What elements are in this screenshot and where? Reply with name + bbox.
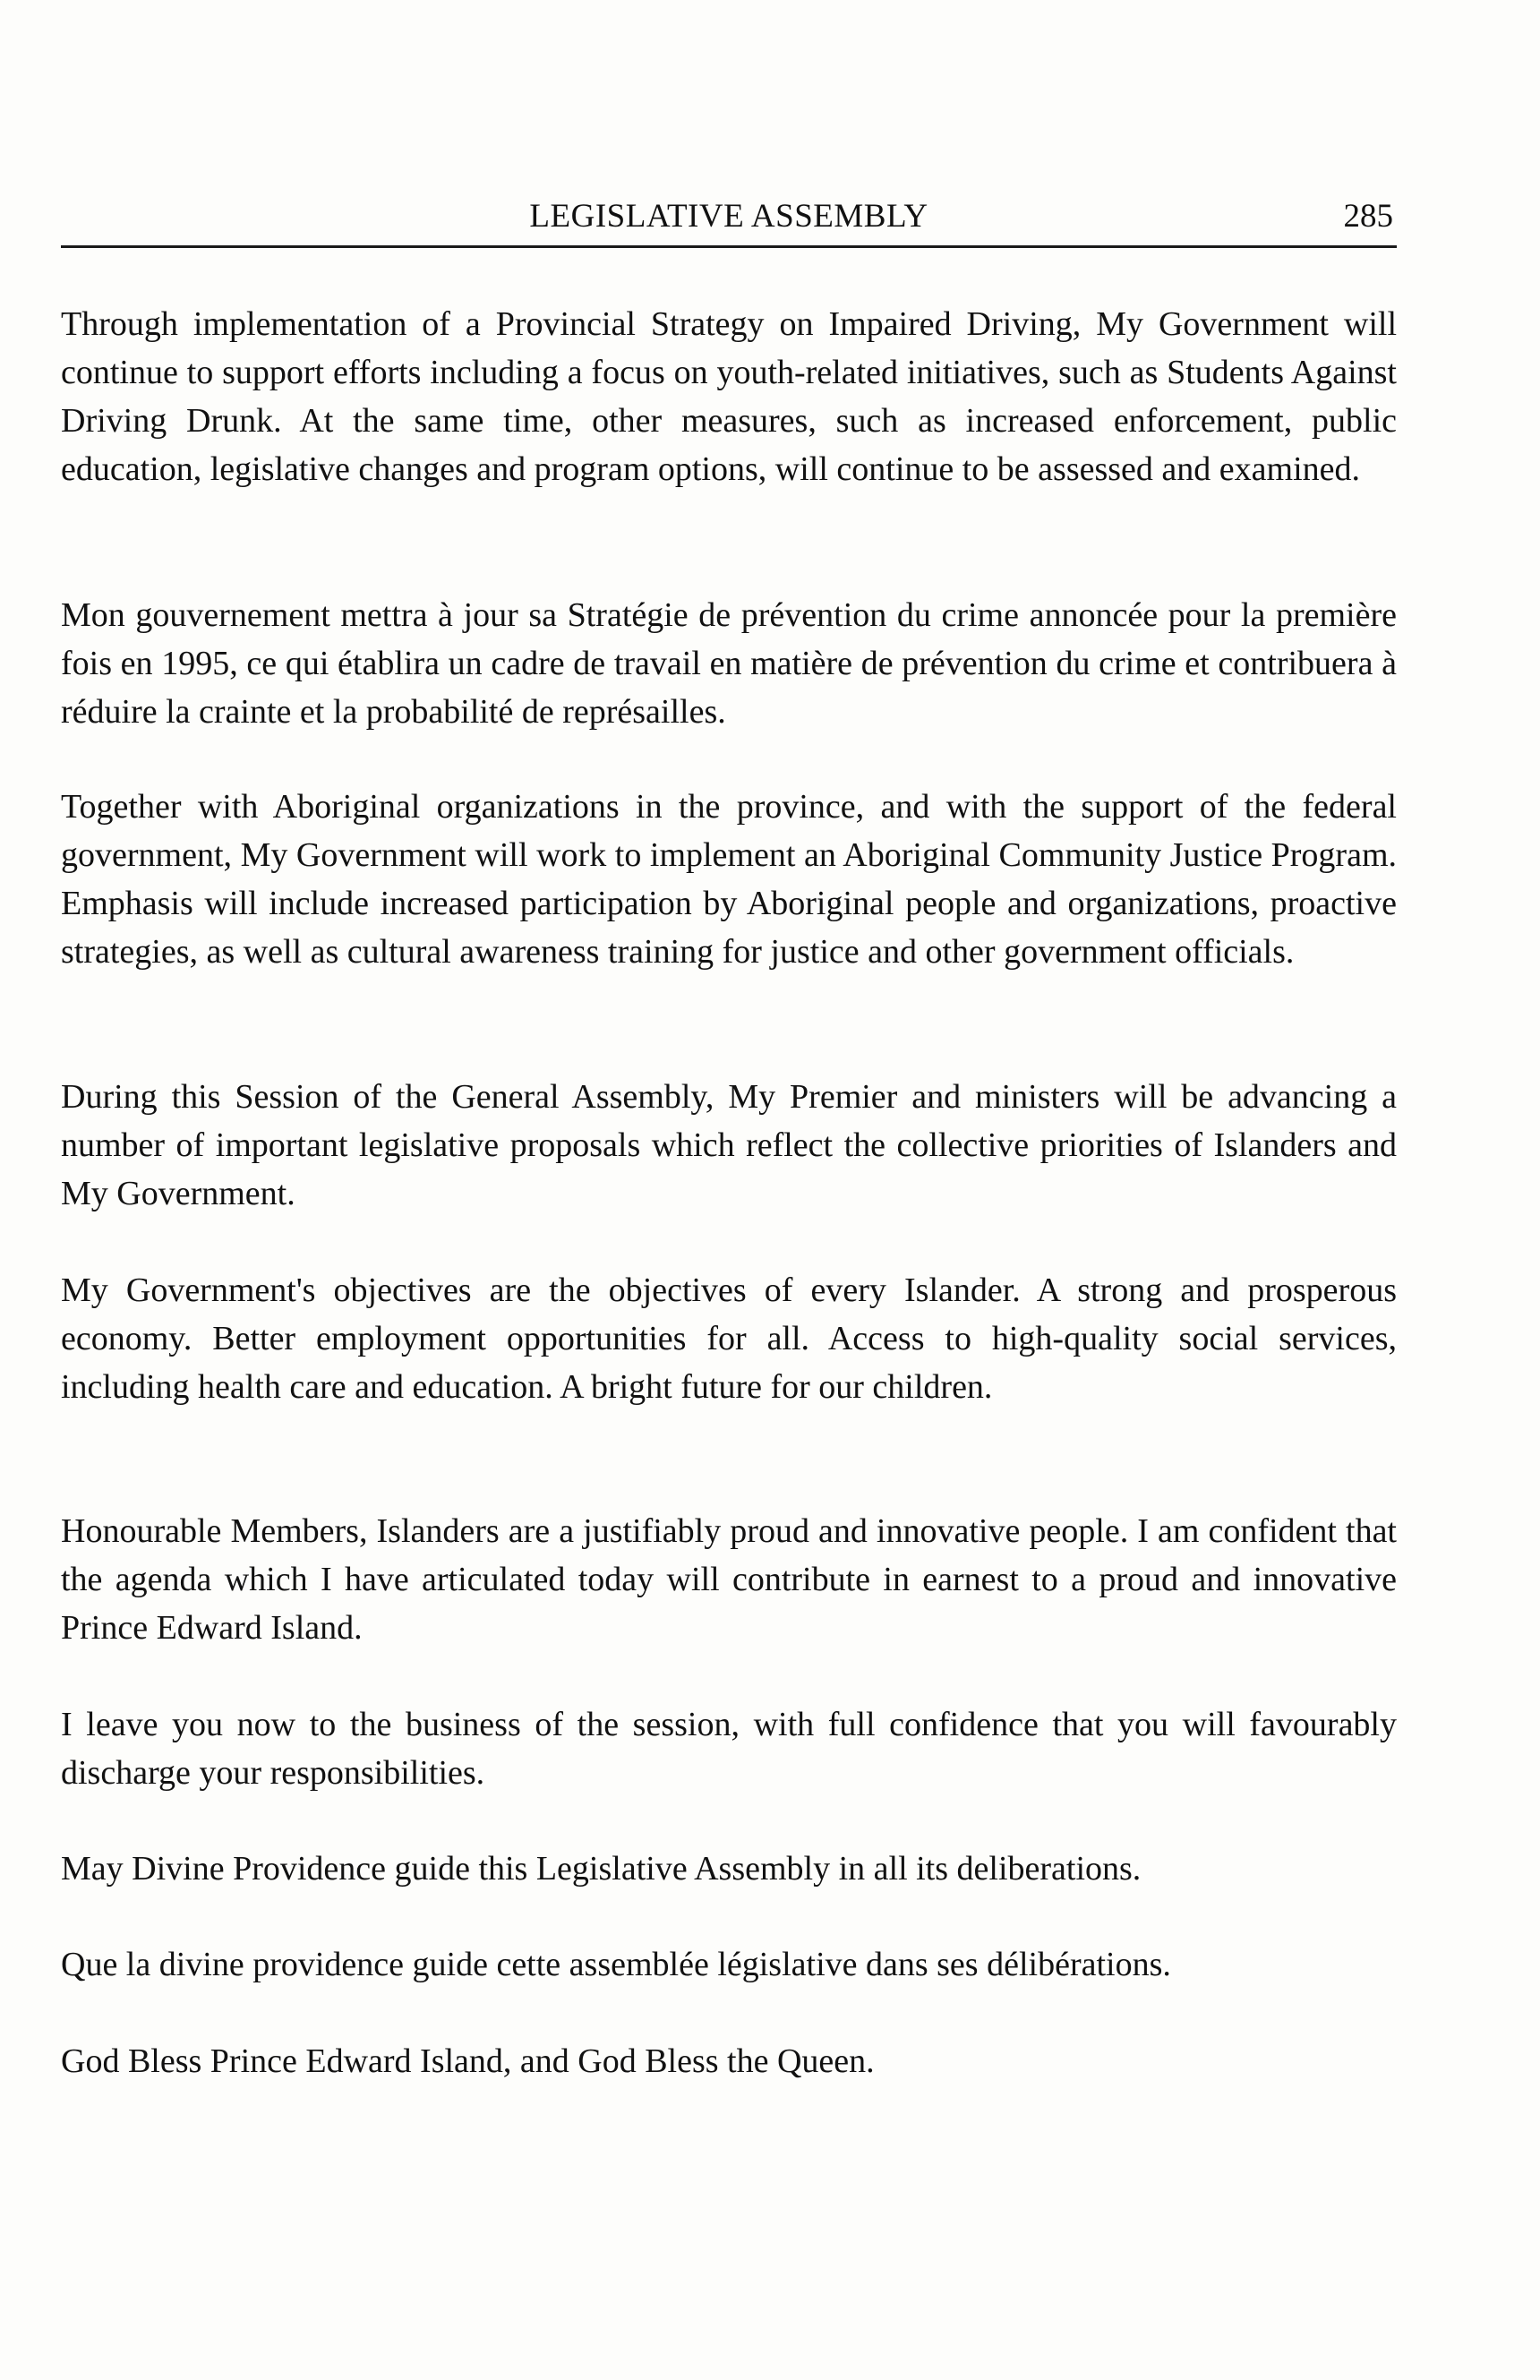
paragraph-aboriginal-justice: Together with Aboriginal organizations in the province, and with the support of the federal government, My Government will work to implement an Aboriginal Community Justice Program. Emphasis will include increased participation by Aboriginal people and organizations, proactive strategies, as well as cultural awareness training for justice and other government officials. (61, 788, 1397, 971)
page-number: 285 (1343, 198, 1393, 235)
header-title: LEGISLATIVE ASSEMBLY (529, 198, 928, 235)
paragraph-divine-providence: May Divine Providence guide this Legislative Assembly in all its deliberations. (61, 1850, 1142, 1888)
paragraph-crime-prevention-french: Mon gouvernement mettra à jour sa Stratégie de prévention du crime annoncée pour la première fois en 1995, ce qui établira un cadre de travail en matière de prévention du crime et contribuera à réduire la crainte et la probabilité de représailles. (61, 596, 1397, 731)
paragraph-legislative-proposals: During this Session of the General Assembly, My Premier and ministers will be advancing a number of important legislative proposals which reflect the collective priorities of Islanders and My Government. (61, 1078, 1397, 1212)
paragraph-honourable-members: Honourable Members, Islanders are a justifiably proud and innovative people. I am confident that the agenda which I have articulated today will contribute in earnest to a proud and innovative Prince Edward Island. (61, 1512, 1397, 1647)
paragraph-government-objectives: My Government's objectives are the objectives of every Islander. A strong and prosperous economy. Better employment opportunities for all. Access to high-quality social services, including health care and education. A bright future for our children. (61, 1271, 1397, 1406)
running-header (61, 195, 1397, 248)
paragraph-impaired-driving: Through implementation of a Provincial Strategy on Impaired Driving, My Government will continue to support efforts including a focus on youth-related initiatives, such as Students Against Driving Drunk. At the same time, other measures, such as increased enforcement, public education, legislative changes and program options, will continue to be assessed and examined. (61, 305, 1397, 488)
paragraph-divine-providence-french: Que la divine providence guide cette assemblée législative dans ses délibérations. (61, 1946, 1171, 1983)
paragraph-god-bless: God Bless Prince Edward Island, and God Bless the Queen. (61, 2042, 875, 2080)
paragraph-business-of-session: I leave you now to the business of the session, with full confidence that you will favourably discharge your responsibilities. (61, 1706, 1397, 1792)
